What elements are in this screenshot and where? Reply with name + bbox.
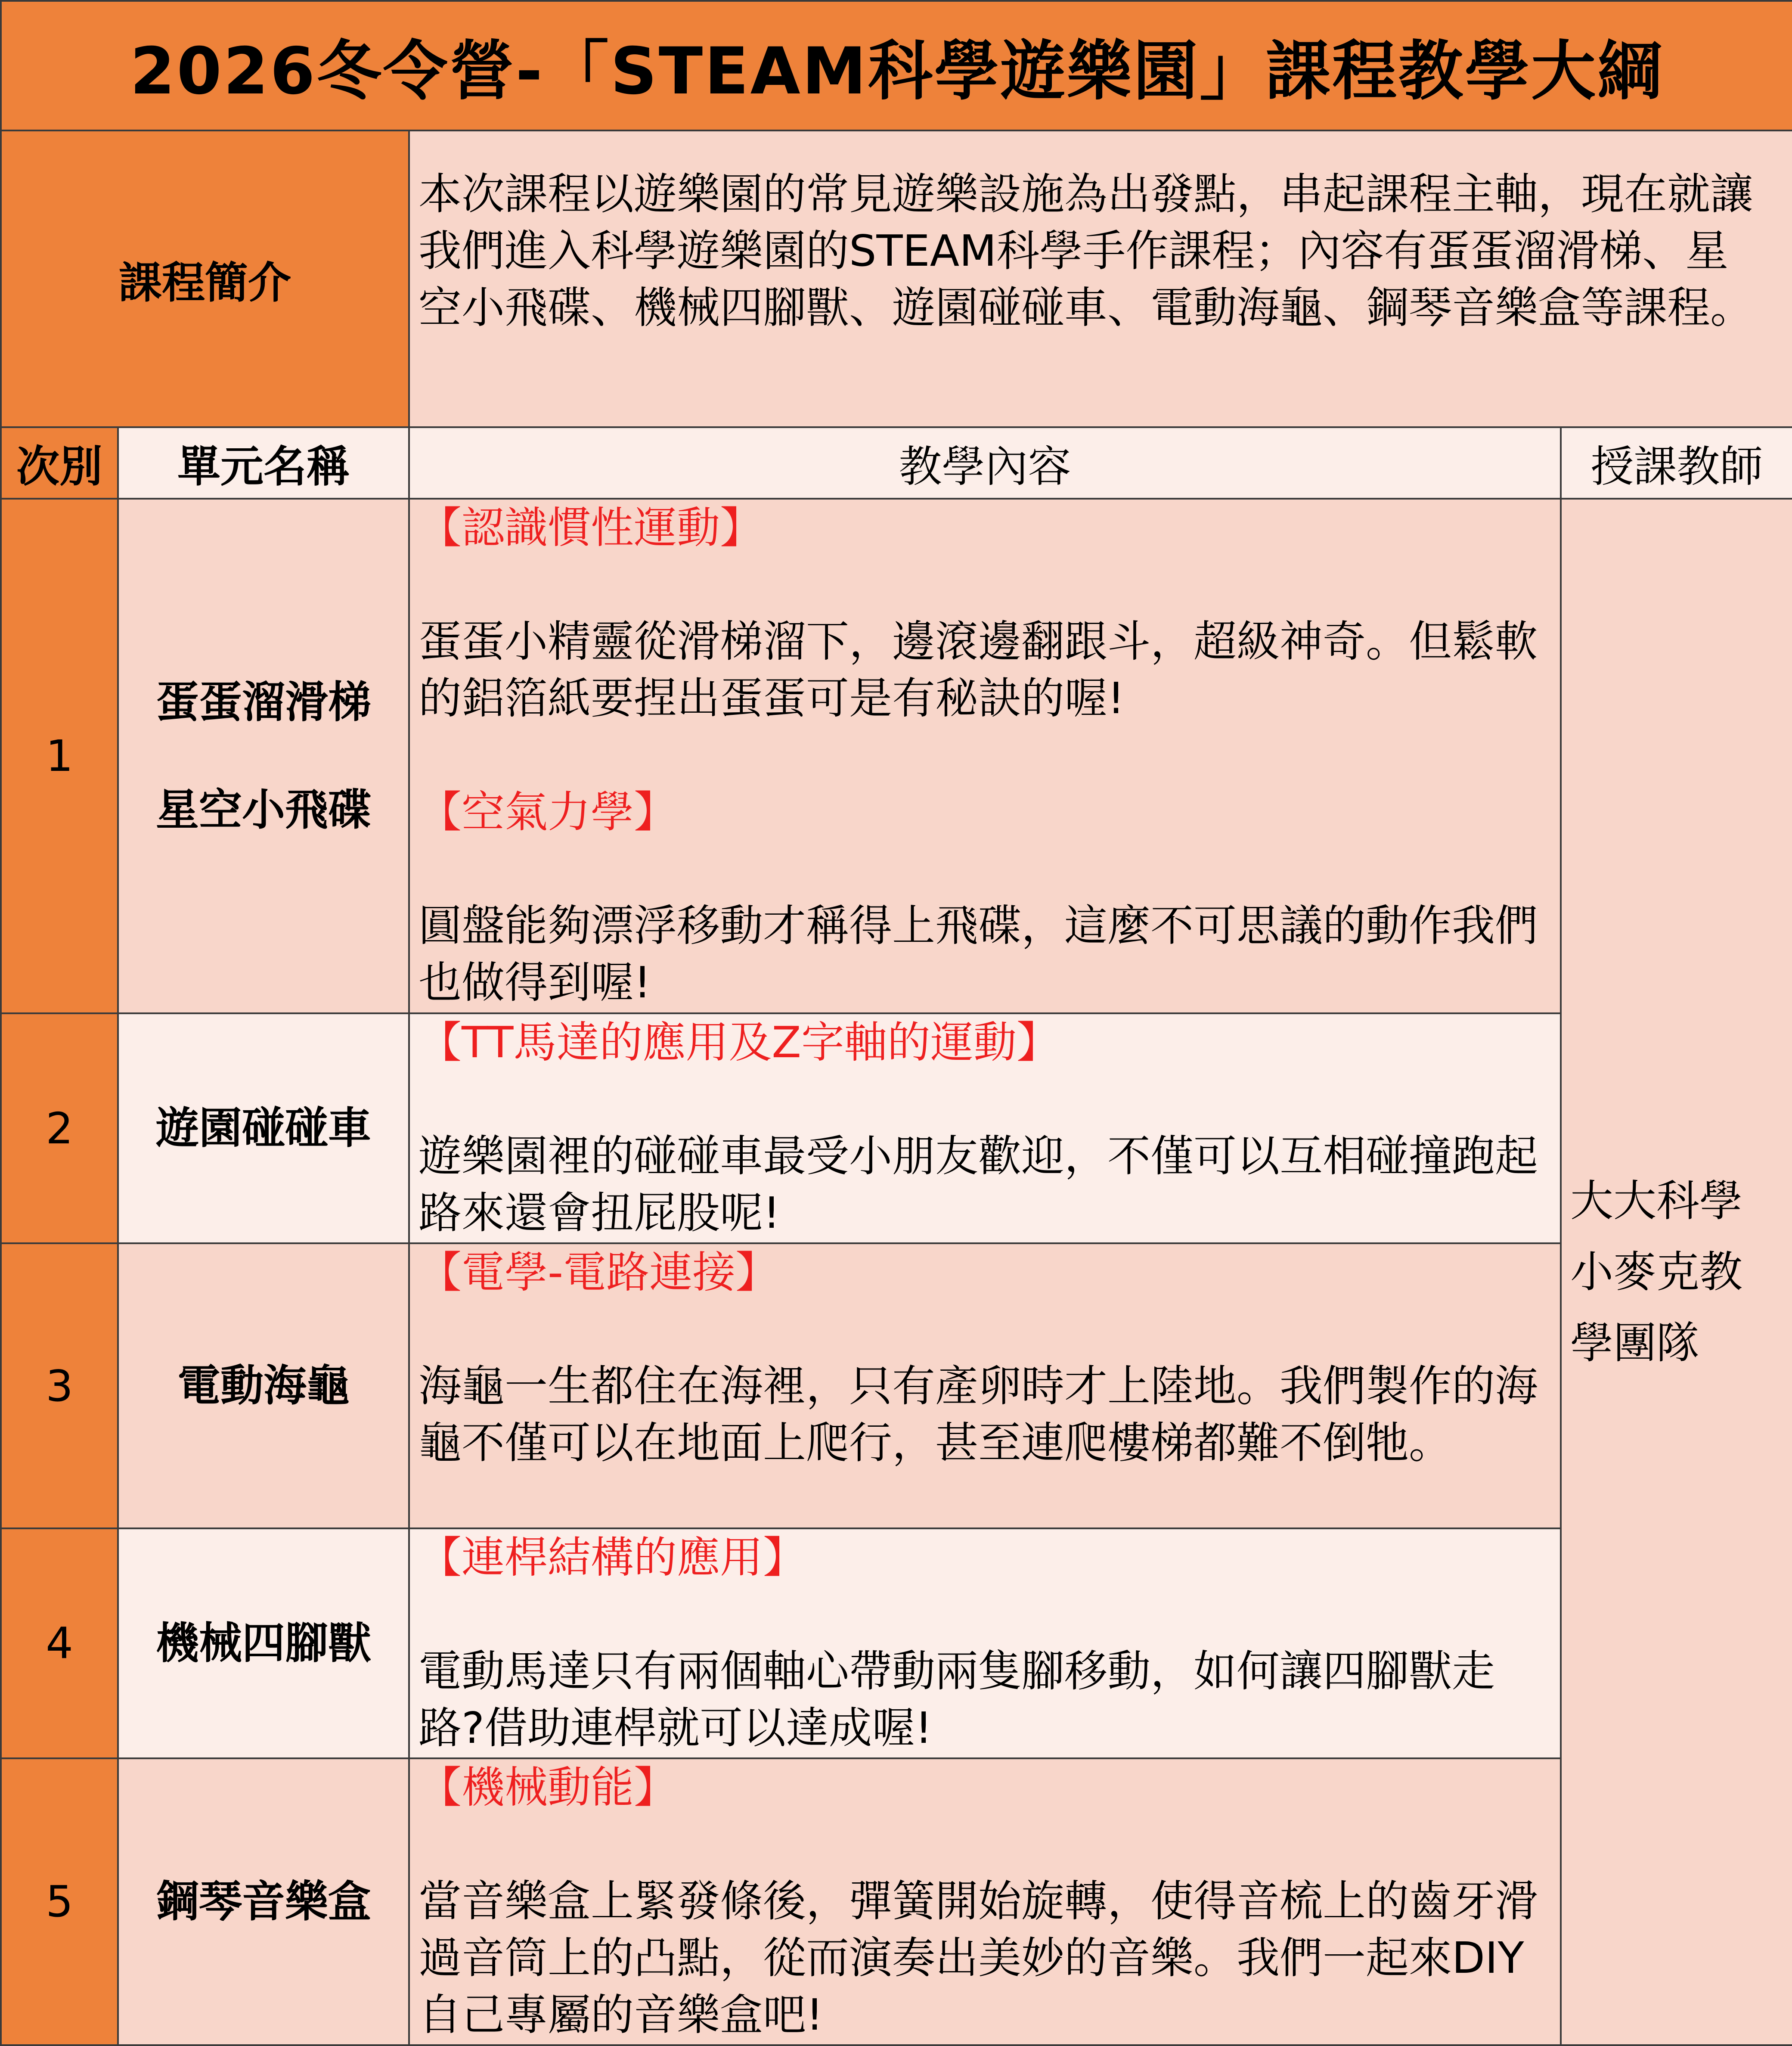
unit-name: 蛋蛋溜滑梯 xyxy=(156,677,371,727)
unit-name-cell xyxy=(118,1243,409,1528)
topic-heading: 【機械動能】 xyxy=(419,1762,677,1813)
topic-heading: 【電學-電路連接】 xyxy=(419,1247,779,1298)
row-number: 4 xyxy=(1,1528,118,1758)
table-row xyxy=(1,499,1792,1014)
row-number: 5 xyxy=(1,1758,118,2045)
unit-name-cell xyxy=(118,499,409,1014)
topic-heading: 【連桿結構的應用】 xyxy=(419,1532,806,1583)
topic-description: 海龜一生都住在海裡，只有產卵時才上陸地。我們製作的海龜不僅可以在地面上爬行，甚至連爬樓梯都難不倒牠。 xyxy=(419,1361,1538,1469)
topic-description: 蛋蛋小精靈從滑梯溜下，邊滾邊翻跟斗，超級神奇。但鬆軟的鋁箔紙要捏出蛋蛋可是有秘訣的喔! xyxy=(419,616,1538,723)
content-cell xyxy=(409,1758,1561,2045)
header-teacher: 授課教師 xyxy=(1561,427,1792,499)
topic-heading: 【空氣力學】 xyxy=(419,786,677,837)
page-title: 2026冬令營-「STEAM科學遊樂園」課程教學大綱 xyxy=(1,1,1792,130)
topic-description: 電動馬達只有兩個軸心帶動兩隻腳移動，如何讓四腳獸走路?借助連桿就可以達成喔! xyxy=(419,1646,1495,1754)
unit-name: 星空小飛碟 xyxy=(156,784,371,835)
content-cell xyxy=(409,499,1561,1014)
unit-name: 機械四腳獸 xyxy=(156,1618,371,1668)
topic-description: 當音樂盒上緊發條後，彈簧開始旋轉，使得音梳上的齒牙滑過音筒上的凸點，從而演奏出美妙的音樂。我們一起來DIY自己專屬的音樂盒吧! xyxy=(419,1875,1538,2040)
intro-row xyxy=(1,130,1792,427)
unit-name-cell xyxy=(118,1013,409,1243)
header-content: 教學內容 xyxy=(409,427,1561,499)
table-row xyxy=(1,1243,1792,1528)
topic-heading: 【TT馬達的應用及Z字軸的運動】 xyxy=(419,1017,1060,1068)
header-unit-name: 單元名稱 xyxy=(118,427,409,499)
header-row xyxy=(1,427,1792,499)
teacher-cell: 大大科學小麥克教學團隊 xyxy=(1561,499,1792,2045)
unit-name: 電動海龜 xyxy=(177,1360,350,1411)
intro-text: 本次課程以遊樂園的常見遊樂設施為出發點，串起課程主軸，現在就讓我們進入科學遊樂園的STEAM科學手作課程；內容有蛋蛋溜滑梯、星空小飛碟、機械四腳獸、遊園碰碰車、電動海龜、鋼琴音樂盒等課程。 xyxy=(409,130,1792,427)
table-row xyxy=(1,1013,1792,1243)
content-cell xyxy=(409,1243,1561,1528)
intro-label: 課程簡介 xyxy=(1,130,409,427)
content-cell xyxy=(409,1013,1561,1243)
row-number: 3 xyxy=(1,1243,118,1528)
content-cell xyxy=(409,1528,1561,1758)
topic-description: 遊樂園裡的碰碰車最受小朋友歡迎，不僅可以互相碰撞跑起路來還會扭屁股呢! xyxy=(419,1131,1538,1239)
row-number: 1 xyxy=(1,499,118,1014)
unit-name-cell xyxy=(118,1528,409,1758)
topic-heading: 【認識慣性運動】 xyxy=(419,502,763,553)
table-row xyxy=(1,1528,1792,1758)
title-row xyxy=(1,1,1792,130)
unit-name: 遊園碰碰車 xyxy=(156,1103,371,1154)
header-number: 次別 xyxy=(1,427,118,499)
unit-name-cell xyxy=(118,1758,409,2045)
unit-name: 鋼琴音樂盒 xyxy=(156,1876,371,1927)
row-number: 2 xyxy=(1,1013,118,1243)
topic-description: 圓盤能夠漂浮移動才稱得上飛碟，這麼不可思議的動作我們也做得到喔! xyxy=(419,900,1538,1008)
table-row xyxy=(1,1758,1792,2045)
